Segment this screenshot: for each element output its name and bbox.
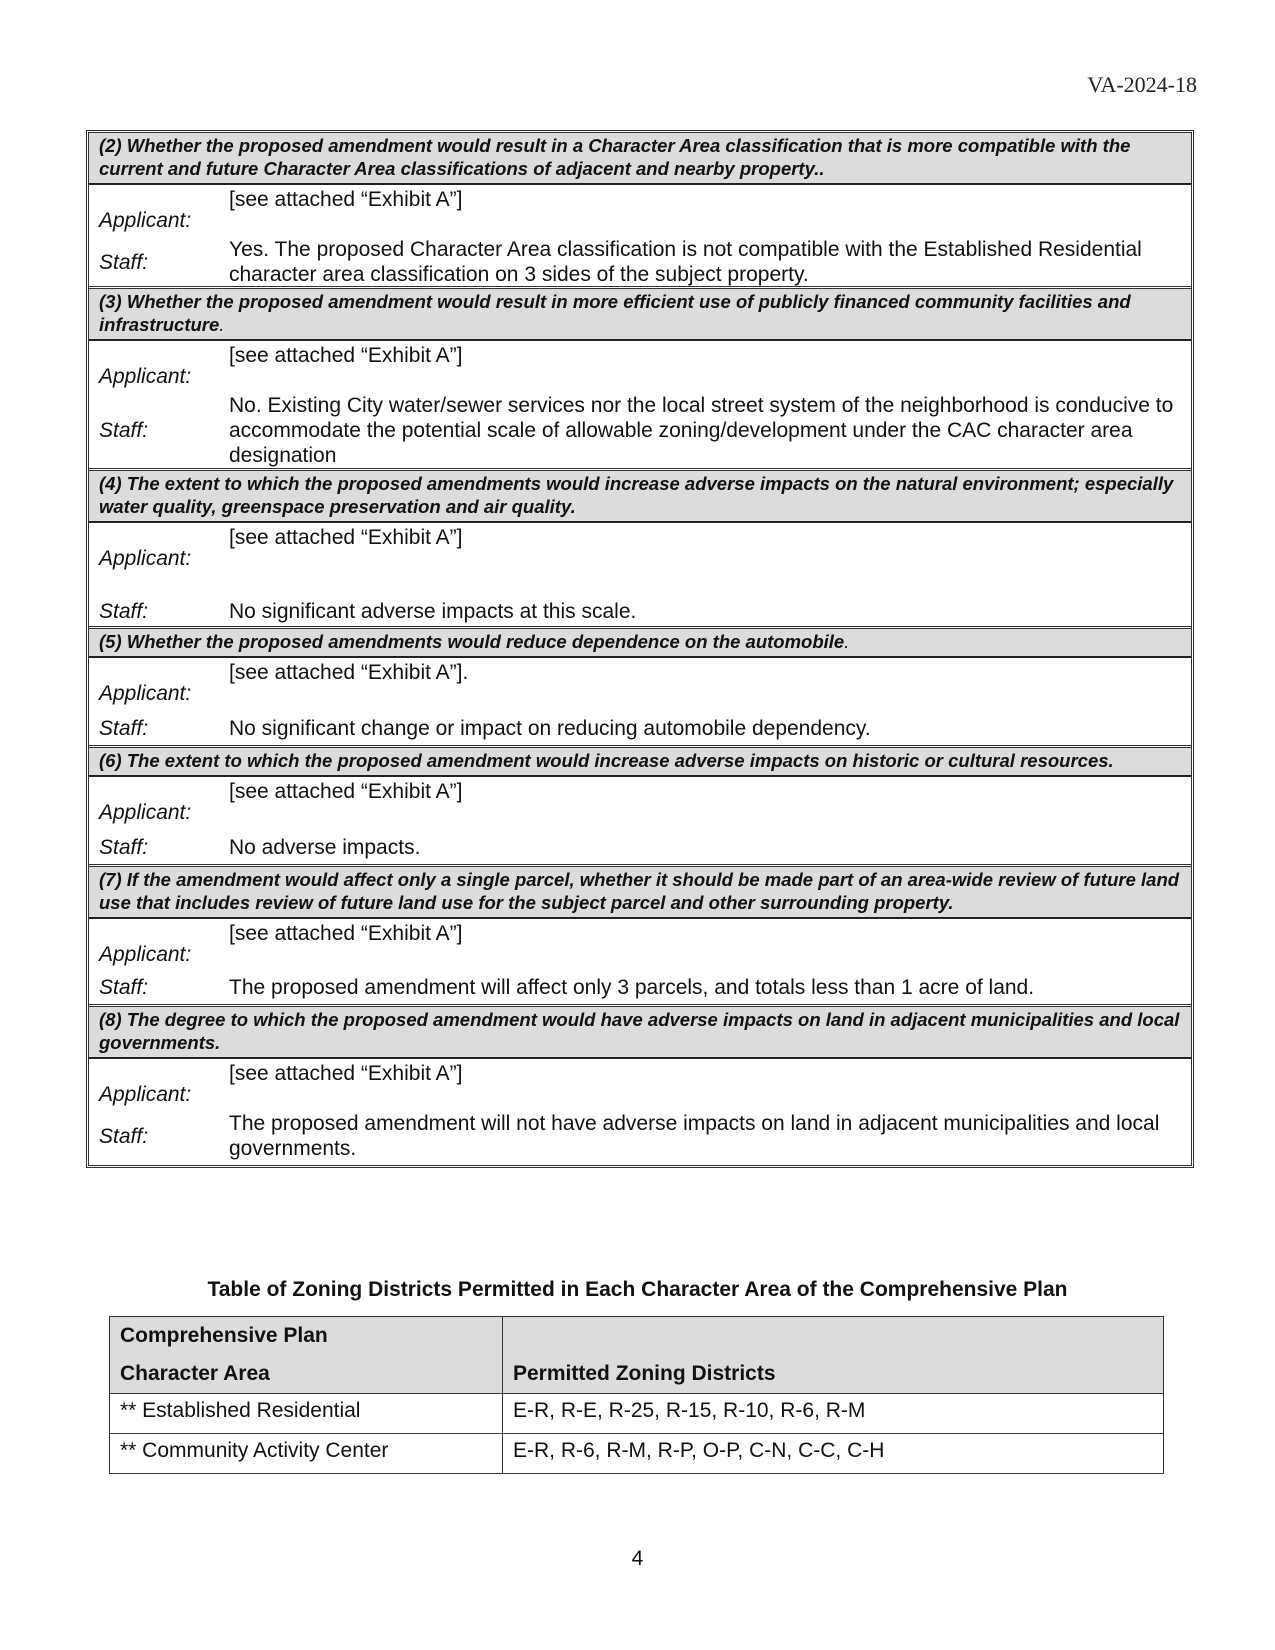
criterion-heading <box>89 471 1191 523</box>
staff-label: Staff: <box>99 1124 149 1148</box>
applicant-response: [see attached “Exhibit A”]. <box>229 661 469 684</box>
header-line-2: Permitted Zoning Districts <box>513 1362 776 1385</box>
applicant-label: Applicant: <box>99 365 192 388</box>
criterion-body <box>89 777 1191 867</box>
criterion-body <box>89 341 1191 471</box>
staff-response: The proposed amendment will not have adverse impacts on land in adjacent municipalities and local governments. <box>229 1112 1160 1160</box>
applicant-label: Applicant: <box>99 943 192 966</box>
applicant-label: Applicant: <box>99 682 192 705</box>
districts-cell: E-R, R-6, R-M, R-P, O-P, C-N, C-C, C-H <box>503 1434 1164 1474</box>
staff-label: Staff: <box>99 717 149 740</box>
staff-label: Staff: <box>99 419 149 442</box>
applicant-response: [see attached “Exhibit A”] <box>229 780 463 803</box>
staff-response: No significant adverse impacts at this scale. <box>229 600 637 623</box>
criterion-heading-text: (4) The extent to which the proposed amendments would increase adverse impacts on the natural environment; especially water quality, greenspace preservation and air quality. <box>99 473 1174 517</box>
criterion-heading-tail: . <box>844 631 850 652</box>
permitted-districts-header <box>503 1317 1164 1394</box>
applicant-response: [see attached “Exhibit A”] <box>229 188 463 211</box>
criterion-heading-tail: . <box>219 314 225 335</box>
zoning-table-title: Table of Zoning Districts Permitted in Each Character Area of the Comprehensive Plan <box>207 1278 1068 1301</box>
criterion-heading-text: (3) Whether the proposed amendment would result in more efficient use of publicly financed community facilities and infrastructure <box>99 291 1131 335</box>
criterion-body <box>89 185 1191 289</box>
criterion-heading <box>89 289 1191 341</box>
staff-response: No adverse impacts. <box>229 836 421 859</box>
table-row <box>110 1394 1164 1434</box>
applicant-response: [see attached “Exhibit A”] <box>229 344 463 367</box>
header-spacer <box>513 1317 1153 1355</box>
criterion-heading <box>89 629 1191 658</box>
applicant-label: Applicant: <box>99 1083 192 1106</box>
character-area-header <box>110 1317 503 1394</box>
criterion-heading-text: (7) If the amendment would affect only a single parcel, whether it should be made part of an area-wide review of future land use that includes review of future land use for the subject parcel and other surrounding property. <box>99 869 1180 913</box>
document-id: VA-2024-18 <box>1087 72 1197 97</box>
staff-label: Staff: <box>99 600 149 623</box>
criterion-body <box>89 919 1191 1007</box>
criterion-heading <box>89 867 1191 919</box>
criterion-body <box>89 1059 1191 1165</box>
applicant-response: [see attached “Exhibit A”] <box>229 922 463 945</box>
criterion-body <box>89 658 1191 748</box>
applicant-label: Applicant: <box>99 547 192 570</box>
criterion-heading-text: (6) The extent to which the proposed amendment would increase adverse impacts on historic or cultural resources. <box>99 750 1114 771</box>
criterion-heading <box>89 748 1191 777</box>
criterion-heading <box>89 133 1191 185</box>
character-area-cell: ** Established Residential <box>110 1394 503 1434</box>
criterion-heading-text: (8) The degree to which the proposed amendment would have adverse impacts on land in adjacent municipalities and local governments. <box>99 1009 1180 1053</box>
criteria-table <box>86 130 1194 1168</box>
table-row <box>110 1434 1164 1474</box>
staff-response: No. Existing City water/sewer services nor the local street system of the neighborhood is conducive to accommodate the potential scale of allowable zoning/development under the CAC character area designation <box>229 394 1174 467</box>
staff-label: Staff: <box>99 836 149 859</box>
criterion-heading-text: (2) Whether the proposed amendment would result in a Character Area classification that is more compatible with the current and future Character Area classifications of adjacent and nearby property.. <box>99 135 1131 179</box>
header-line-1: Comprehensive Plan <box>120 1324 328 1347</box>
zoning-table-header-row <box>110 1317 1164 1394</box>
applicant-label: Applicant: <box>99 209 192 232</box>
zoning-table <box>109 1316 1164 1474</box>
criterion-heading-text: (5) Whether the proposed amendments would reduce dependence on the automobile <box>99 631 845 652</box>
page-number: 4 <box>631 1547 644 1570</box>
staff-label: Staff: <box>99 250 149 274</box>
staff-response: No significant change or impact on reducing automobile dependency. <box>229 717 871 740</box>
staff-response: Yes. The proposed Character Area classification is not compatible with the Established Residential character area classification on 3 sides of the subject property. <box>229 238 1142 286</box>
staff-response: The proposed amendment will affect only 3 parcels, and totals less than 1 acre of land. <box>229 976 1035 999</box>
applicant-label: Applicant: <box>99 801 192 824</box>
districts-cell: E-R, R-E, R-25, R-15, R-10, R-6, R-M <box>503 1394 1164 1434</box>
criterion-body <box>89 523 1191 629</box>
criterion-heading <box>89 1007 1191 1059</box>
staff-label: Staff: <box>99 976 149 999</box>
character-area-cell: ** Community Activity Center <box>110 1434 503 1474</box>
applicant-response: [see attached “Exhibit A”] <box>229 526 463 549</box>
applicant-response: [see attached “Exhibit A”] <box>229 1062 463 1085</box>
header-line-2: Character Area <box>120 1362 270 1385</box>
